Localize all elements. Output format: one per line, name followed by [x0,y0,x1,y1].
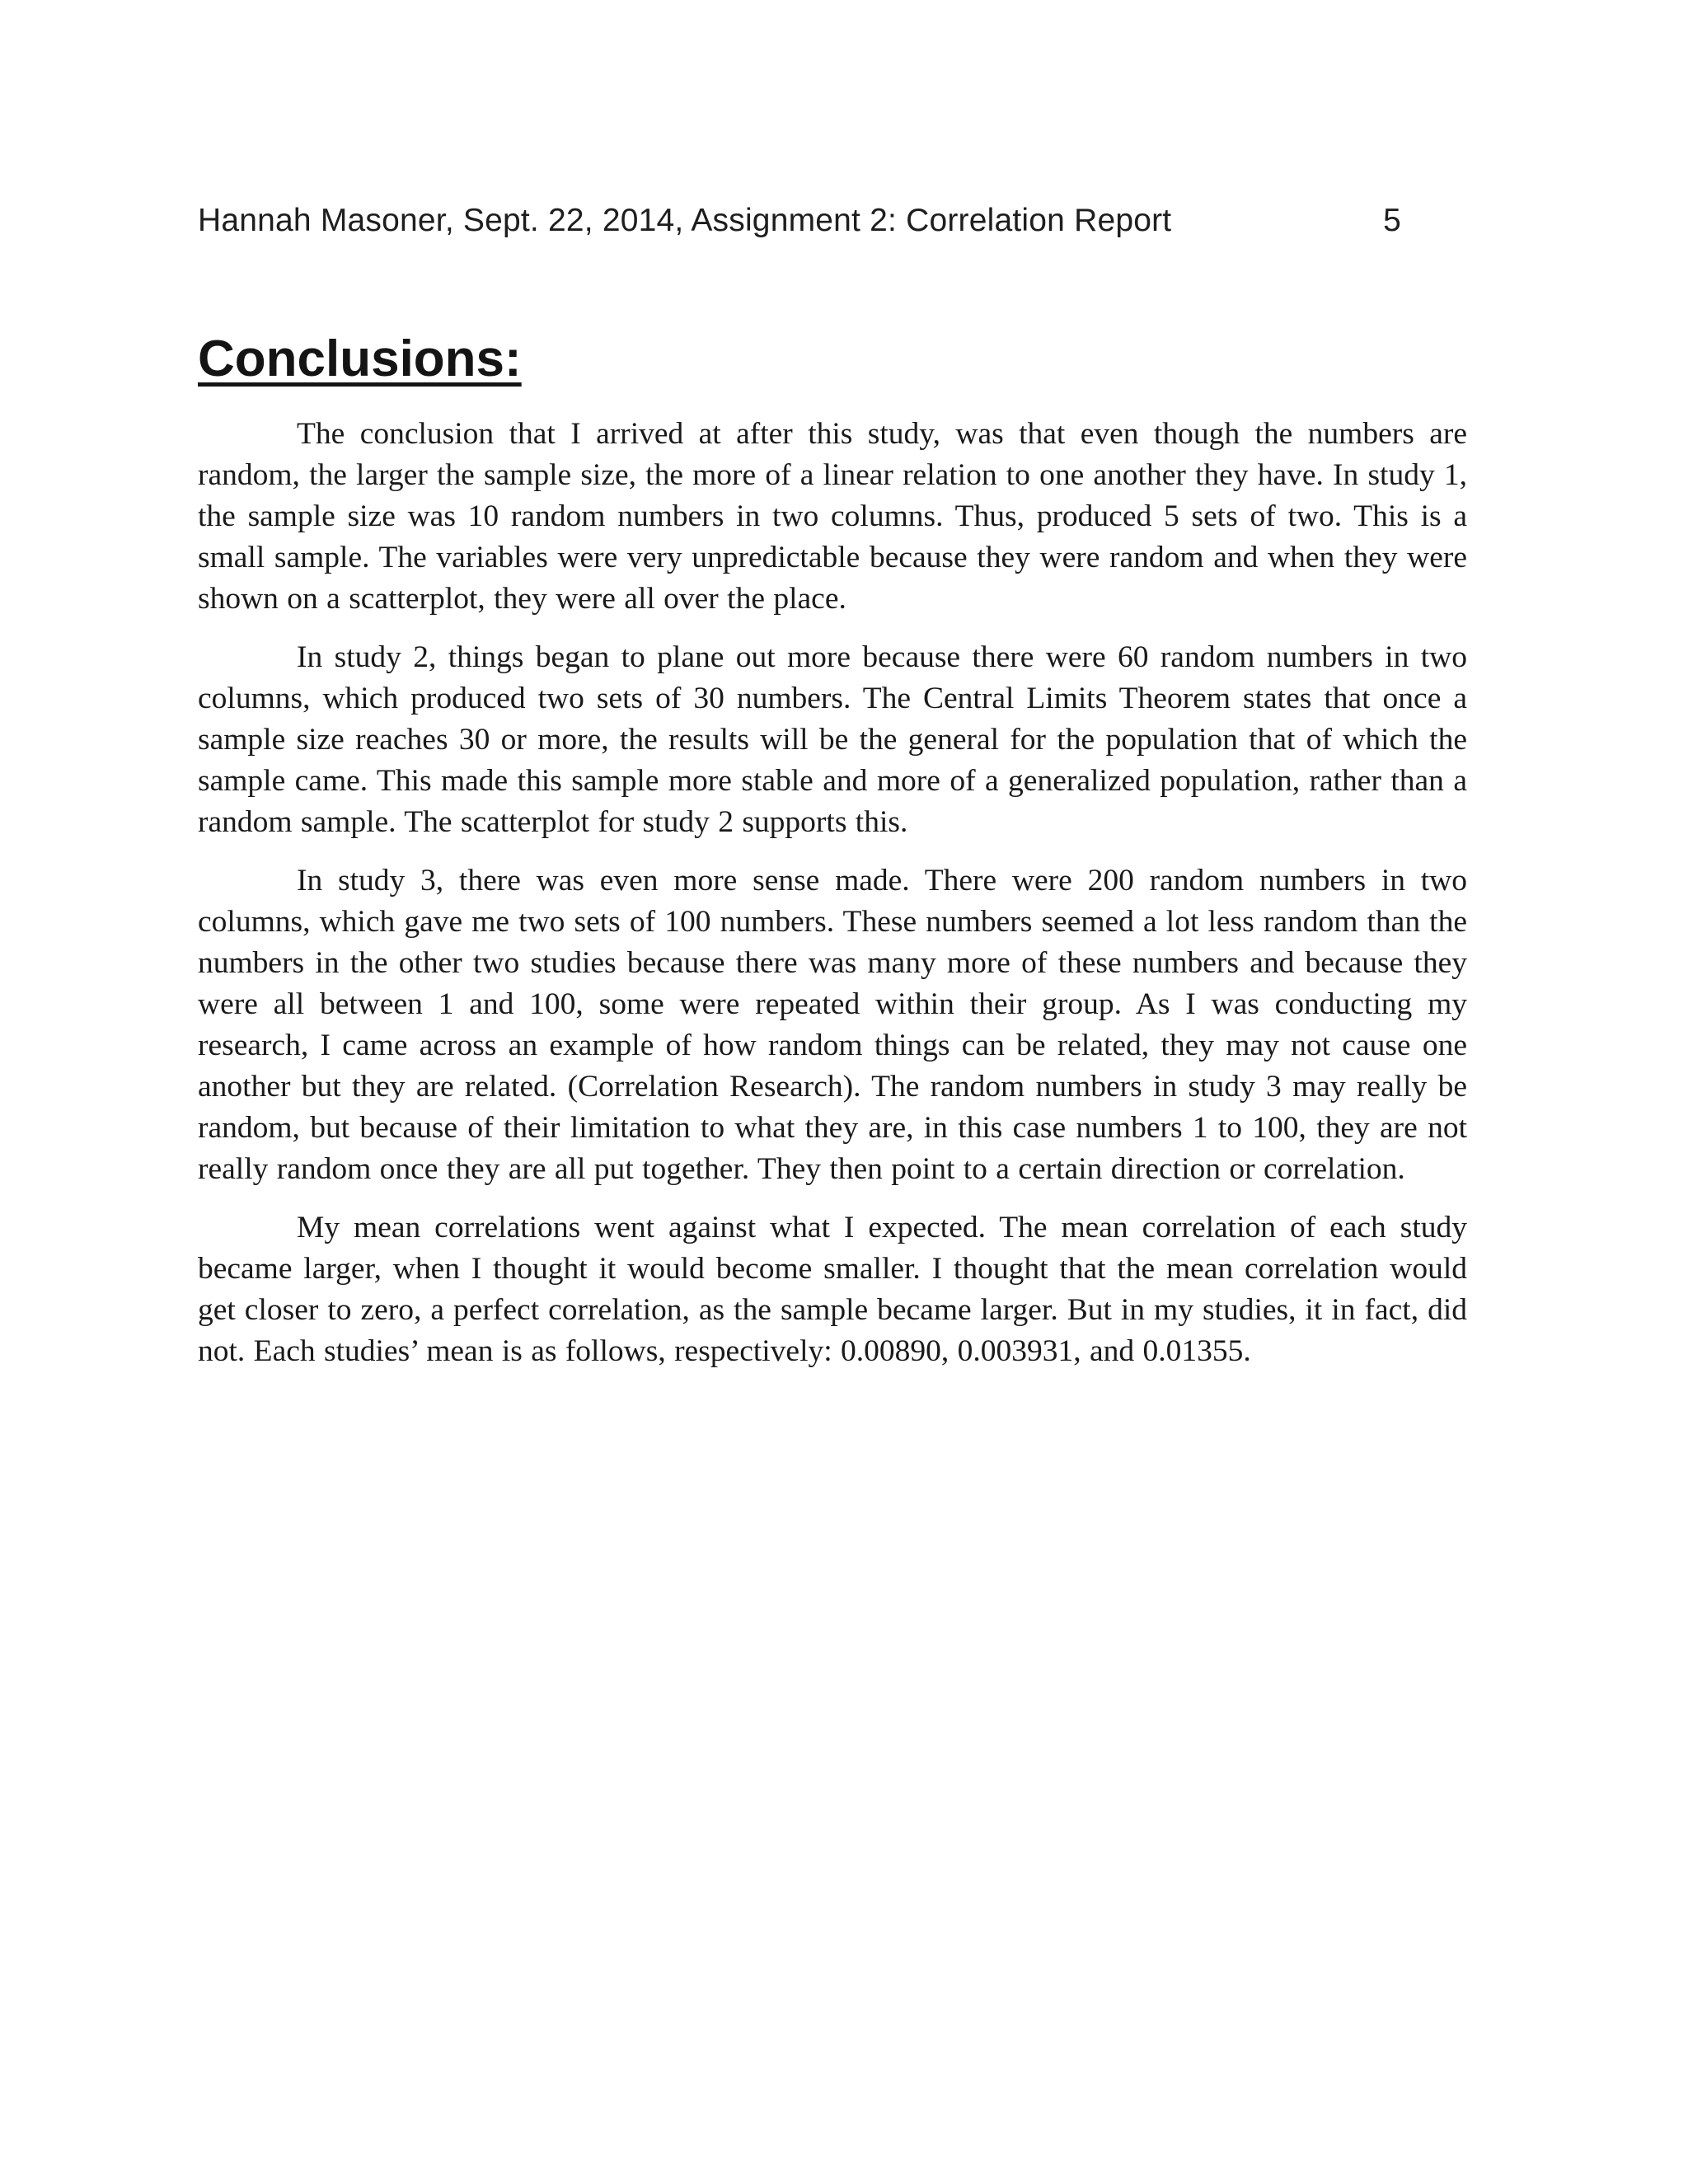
page-number: 5 [1383,203,1401,238]
running-header [198,196,1401,246]
paragraph-4: My mean correlations went against what I expected. The mean correlation of each study became larger, when I thought it would become smaller. I thought that the mean correlation would get closer to zero, a perfect correlation, as the sample became larger. But in my studies, it in fact, did not. Each studies’ mean is as follows, respectively: 0.00890, 0.003931, and 0.01355. [198,1211,1467,1368]
header-text: Hannah Masoner, Sept. 22, 2014, Assignment 2: Correlation Report [198,203,1172,238]
paragraph-3: In study 3, there was even more sense made. There were 200 random numbers in two columns, which gave me two sets of 100 numbers. These numbers seemed a lot less random than the numbers in the other two studies because there was many more of these numbers and because they were all between 1 and 100, some were repeated within their group. As I was conducting my research, I came across an example of how random things can be related, they may not cause one another but they are related. (Correlation Research). The random numbers in study 3 may really be random, but because of their limitation to what they are, in this case numbers 1 to 100, they are not really random once they are all put together. They then point to a certain direction or correlation. [198,864,1467,1186]
paragraph-2: In study 2, things began to plane out more because there were 60 random numbers in two columns, which produced two sets of 30 numbers. The Central Limits Theorem states that once a sample size reaches 30 or more, the results will be the general for the population that of which the sample came. This made this sample more stable and more of a generalized population, rather than a random sample. The scatterplot for study 2 supports this. [198,640,1467,839]
paragraph-1: The conclusion that I arrived at after this study, was that even though the numbers are random, the larger the sample size, the more of a linear relation to one another they have. In study 1, the sample size was 10 random numbers in two columns. Thus, produced 5 sets of two. This is a small sample. The variables were very unpredictable because they were random and when they were shown on a scatterplot, they were all over the place. [198,417,1467,616]
body-text [198,414,1467,1390]
section-title: Conclusions: [198,330,522,387]
